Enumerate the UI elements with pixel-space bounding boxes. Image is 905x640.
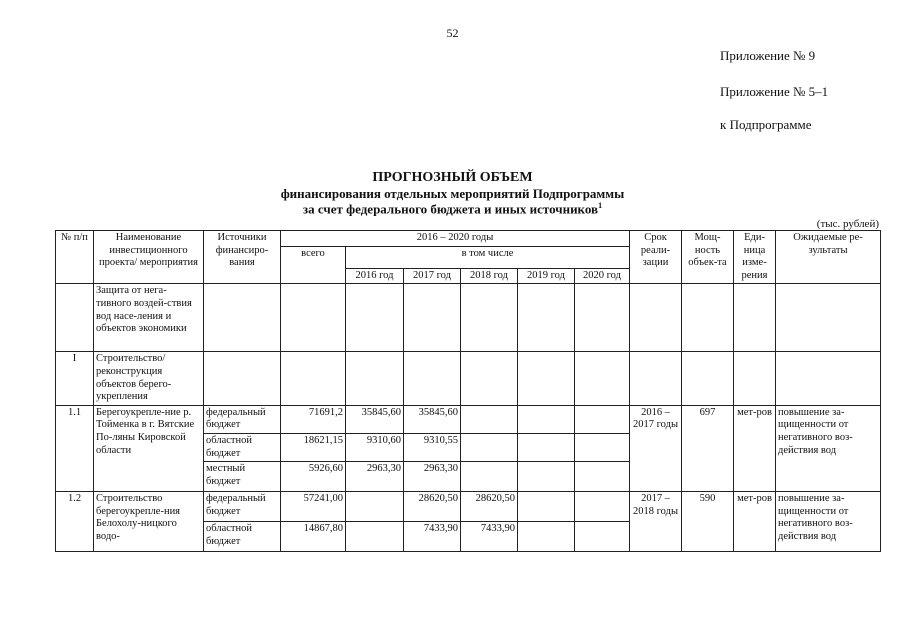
y2017-cell: 9310,55 — [404, 433, 461, 461]
project2-name: Строительство берегоукрепле-ния Белохолу-ницкого водо- — [94, 492, 204, 552]
subsection-name: Строительство/ реконструкция объектов берего-укрепления — [94, 352, 204, 405]
appendix-line-3: к Подпрограмме — [720, 117, 812, 132]
total-cell: 14867,80 — [281, 522, 346, 552]
subtitle-text: за счет федерального бюджета и иных источников — [302, 201, 599, 217]
y2018-cell — [461, 433, 518, 461]
subsection-num: I — [56, 352, 94, 405]
y2016-cell — [346, 492, 404, 522]
header-2018: 2018 год — [461, 268, 518, 284]
y2016-cell — [346, 522, 404, 552]
header-2017: 2017 год — [404, 268, 461, 284]
table-row — [56, 492, 881, 522]
document-subtitle-2 — [0, 201, 905, 217]
source-cell: областной бюджет — [204, 522, 281, 552]
header-unit: Еди-ница изме-рения — [734, 231, 776, 284]
y2016-cell: 2963,30 — [346, 462, 404, 492]
y2019-cell — [518, 462, 575, 492]
y2020-cell — [575, 405, 630, 433]
header-sources: Источники финансиро-вания — [204, 231, 281, 284]
project1-name: Берегоукрепле-ние р. Тойменка в г. Вятские По-ляны Кировской области — [94, 405, 204, 491]
y2018-cell — [461, 405, 518, 433]
total-cell: 18621,15 — [281, 433, 346, 461]
project1-result: повышение за-щищенности от негативного воз-действия вод — [776, 405, 881, 491]
total-cell: 5926,60 — [281, 462, 346, 492]
document-subtitle-1: финансирования отдельных мероприятий Подпрограммы — [280, 186, 625, 201]
y2019-cell — [518, 433, 575, 461]
y2016-cell: 9310,60 — [346, 433, 404, 461]
document-title: ПРОГНОЗНЫЙ ОБЪЕМ — [372, 170, 533, 185]
table-row — [56, 284, 881, 352]
y2017-cell: 2963,30 — [404, 462, 461, 492]
project2-num: 1.2 — [56, 492, 94, 552]
header-results: Ожидаемые ре-зультаты — [776, 231, 881, 284]
total-cell: 71691,2 — [281, 405, 346, 433]
project2-term: 2017 – 2018 годы — [630, 492, 682, 552]
y2019-cell — [518, 405, 575, 433]
y2016-cell: 35845,60 — [346, 405, 404, 433]
project2-result: повышение за-щищенности от негативного воз-действия вод — [776, 492, 881, 552]
project2-unit: мет-ров — [734, 492, 776, 552]
project2-capacity: 590 — [682, 492, 734, 552]
y2018-cell: 7433,90 — [461, 522, 518, 552]
project1-capacity: 697 — [682, 405, 734, 491]
header-name: Наименование инвестиционного проекта/ мероприятия — [94, 231, 204, 284]
y2019-cell — [518, 522, 575, 552]
y2017-cell: 7433,90 — [404, 522, 461, 552]
footnote-mark: 1 — [598, 201, 603, 210]
header-num: № п/п — [56, 231, 94, 284]
total-cell: 57241,00 — [281, 492, 346, 522]
y2020-cell — [575, 433, 630, 461]
header-period: 2016 – 2020 годы — [281, 231, 630, 247]
source-cell: федеральный бюджет — [204, 405, 281, 433]
project1-term: 2016 – 2017 годы — [630, 405, 682, 491]
y2018-cell — [461, 462, 518, 492]
header-2020: 2020 год — [575, 268, 630, 284]
header-2016: 2016 год — [346, 268, 404, 284]
page-number: 52 — [446, 26, 459, 40]
source-cell: местный бюджет — [204, 462, 281, 492]
y2020-cell — [575, 462, 630, 492]
y2017-cell: 28620,50 — [404, 492, 461, 522]
header-including: в том числе — [346, 246, 630, 268]
financing-table — [55, 230, 881, 552]
y2020-cell — [575, 492, 630, 522]
header-2019: 2019 год — [518, 268, 575, 284]
project1-num: 1.1 — [56, 405, 94, 491]
appendix-line-1: Приложение № 9 — [720, 48, 816, 63]
y2020-cell — [575, 522, 630, 552]
source-cell: федеральный бюджет — [204, 492, 281, 522]
appendix-line-2: Приложение № 5–1 — [720, 84, 829, 99]
header-total: всего — [281, 246, 346, 284]
header-term: Срок реали-зации — [630, 231, 682, 284]
source-cell: областной бюджет — [204, 433, 281, 461]
y2019-cell — [518, 492, 575, 522]
table-row — [56, 352, 881, 405]
y2018-cell: 28620,50 — [461, 492, 518, 522]
section-name: Защита от нега-тивного воздей-ствия вод насе-ления и объектов экономики — [94, 284, 204, 352]
project1-unit: мет-ров — [734, 405, 776, 491]
units-label: (тыс. рублей) — [816, 218, 879, 230]
table-row — [56, 405, 881, 433]
table-cell — [56, 284, 94, 352]
header-capacity: Мощ-ность объек-та — [682, 231, 734, 284]
y2017-cell: 35845,60 — [404, 405, 461, 433]
